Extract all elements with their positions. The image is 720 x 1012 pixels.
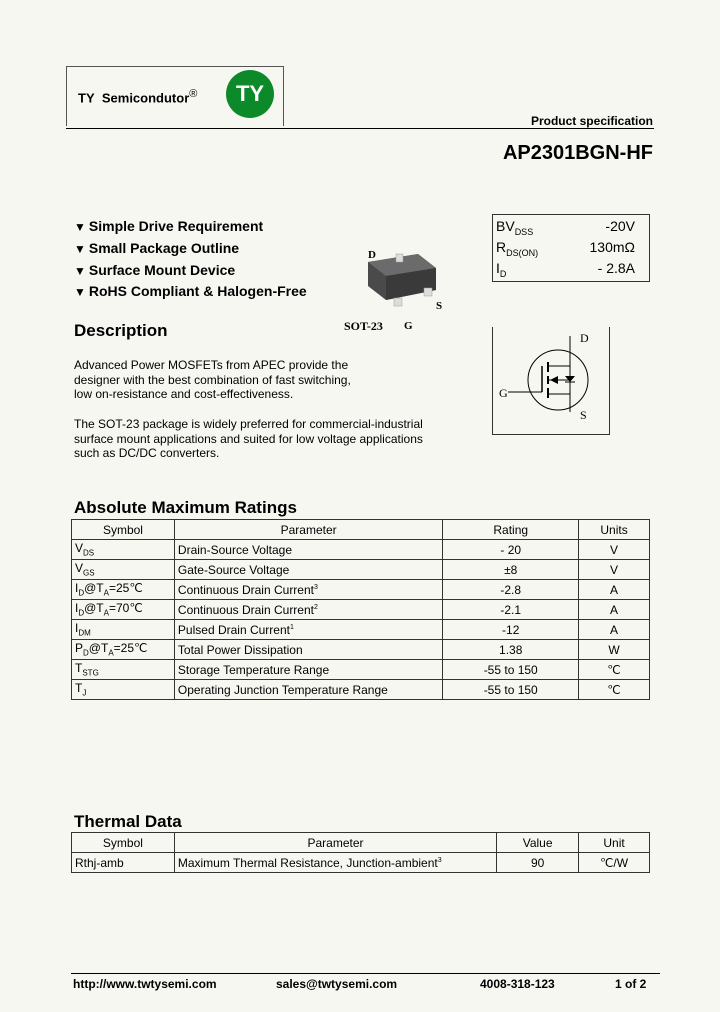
unit-cell: V <box>579 540 650 560</box>
unit-cell: A <box>579 600 650 620</box>
parameter-cell: Maximum Thermal Resistance, Junction-ambient$^3$ <box>174 853 496 873</box>
rating-cell: -55 to 150 <box>443 680 579 700</box>
header-rating: Rating <box>443 520 579 540</box>
rating-cell: -55 to 150 <box>443 660 579 680</box>
unit-cell: ℃ <box>579 660 650 680</box>
feature-item: ▼ Simple Drive Requirement <box>74 218 264 234</box>
parameter-cell: Pulsed Drain Current$^1$ <box>174 620 442 640</box>
feature-item: ▼ RoHS Compliant & Halogen-Free <box>74 283 307 299</box>
rating-cell: ±8 <box>443 560 579 580</box>
value-cell: 90 <box>497 853 579 873</box>
parameter-cell: Total Power Dissipation <box>174 640 442 660</box>
footer-rule <box>71 973 660 974</box>
table-row <box>72 580 650 600</box>
table-header-row <box>72 833 650 853</box>
unit-cell: ℃ <box>579 680 650 700</box>
footer-phone: 4008-318-123 <box>480 977 555 991</box>
thermal-title: Thermal Data <box>74 812 182 831</box>
symbol-cell: $V_{DS}$ <box>72 540 175 560</box>
symbol-cell: $I_D@T_A=25℃$ <box>72 580 175 600</box>
rating-cell: -2.8 <box>443 580 579 600</box>
company-name: TY Semicondutor® <box>78 88 198 106</box>
symbol-cell: $I_{DM}$ <box>72 620 175 640</box>
header-units: Units <box>579 520 650 540</box>
footer-website[interactable]: http://www.twtysemi.com <box>73 977 217 991</box>
circuit-pin-d-label: D <box>580 331 589 345</box>
symbol-cell: $T_J$ <box>72 680 175 700</box>
unit-cell: A <box>579 580 650 600</box>
table-row <box>72 540 650 560</box>
parameter-cell: Continuous Drain Current$^2$ <box>174 600 442 620</box>
table-header-row <box>72 520 650 540</box>
parameter-cell: Drain-Source Voltage <box>174 540 442 560</box>
rating-cell: 1.38 <box>443 640 579 660</box>
parameter-cell: Gate-Source Voltage <box>174 560 442 580</box>
symbol-cell: $V_{GS}$ <box>72 560 175 580</box>
key-spec-table: $BV_{DSS}$ -20V $R_{DS(ON)}$ 130mΩ $I_D$ - 2.8A <box>492 214 650 282</box>
footer-email[interactable]: sales@twtysemi.com <box>276 977 398 991</box>
table-row <box>72 853 650 873</box>
unit-cell: W <box>579 640 650 660</box>
circuit-pin-s-label: S <box>580 408 587 422</box>
header-unit: Unit <box>579 833 650 853</box>
table-row <box>72 640 650 660</box>
circuit-pin-g-label: G <box>499 386 508 400</box>
unit-cell: A <box>579 620 650 640</box>
feature-item: ▼ Small Package Outline <box>74 240 240 256</box>
header-parameter: Parameter <box>174 520 442 540</box>
table-row <box>72 560 650 580</box>
feature-item: ▼ Surface Mount Device <box>74 262 236 278</box>
rating-cell: - 20 <box>443 540 579 560</box>
unit-cell: ℃/W <box>579 853 650 873</box>
description-paragraph-2: The SOT-23 package is widely preferred for commercial-industrial surface mount applications and suited for low voltage applications such as DC/DC converters. <box>74 417 423 460</box>
table-row <box>72 600 650 620</box>
thermal-table <box>71 832 650 873</box>
table-row <box>72 680 650 700</box>
description-paragraph-1: Advanced Power MOSFETs from APEC provide the designer with the best combination of fast switching, low on-resistance and cost-effectiveness. <box>74 358 351 401</box>
unit-cell: V <box>579 560 650 580</box>
header-symbol: Symbol <box>72 833 175 853</box>
table-row <box>72 620 650 640</box>
header-rule <box>66 128 654 129</box>
package-pin-g-label: G <box>404 320 413 332</box>
parameter-cell: Operating Junction Temperature Range <box>174 680 442 700</box>
footer-page-number: 1 of 2 <box>615 977 647 991</box>
symbol-cell: $T_{STG}$ <box>72 660 175 680</box>
package-name-label: SOT-23 <box>344 319 383 333</box>
description-title: Description <box>74 321 168 340</box>
header-parameter: Parameter <box>174 833 496 853</box>
company-logo: TY <box>226 70 274 118</box>
parameter-cell: Storage Temperature Range <box>174 660 442 680</box>
symbol-cell: $P_D@T_A=25℃$ <box>72 640 175 660</box>
header-symbol: Symbol <box>72 520 175 540</box>
symbol-cell: Rthj-amb <box>72 853 175 873</box>
mosfet-symbol-drawing <box>498 330 608 430</box>
package-pin-s-label: S <box>436 300 443 312</box>
rating-cell: -12 <box>443 620 579 640</box>
part-number: AP2301BGN-HF <box>502 142 653 164</box>
parameter-cell: Continuous Drain Current$^3$ <box>174 580 442 600</box>
symbol-cell: $I_D@T_A=70℃$ <box>72 600 175 620</box>
abs-max-table <box>71 519 650 700</box>
header-value: Value <box>497 833 579 853</box>
product-spec-label: Product specification <box>530 114 653 128</box>
abs-max-title: Absolute Maximum Ratings <box>74 498 297 517</box>
table-row <box>72 660 650 680</box>
package-pin-d-label: D <box>368 249 376 261</box>
rating-cell: -2.1 <box>443 600 579 620</box>
